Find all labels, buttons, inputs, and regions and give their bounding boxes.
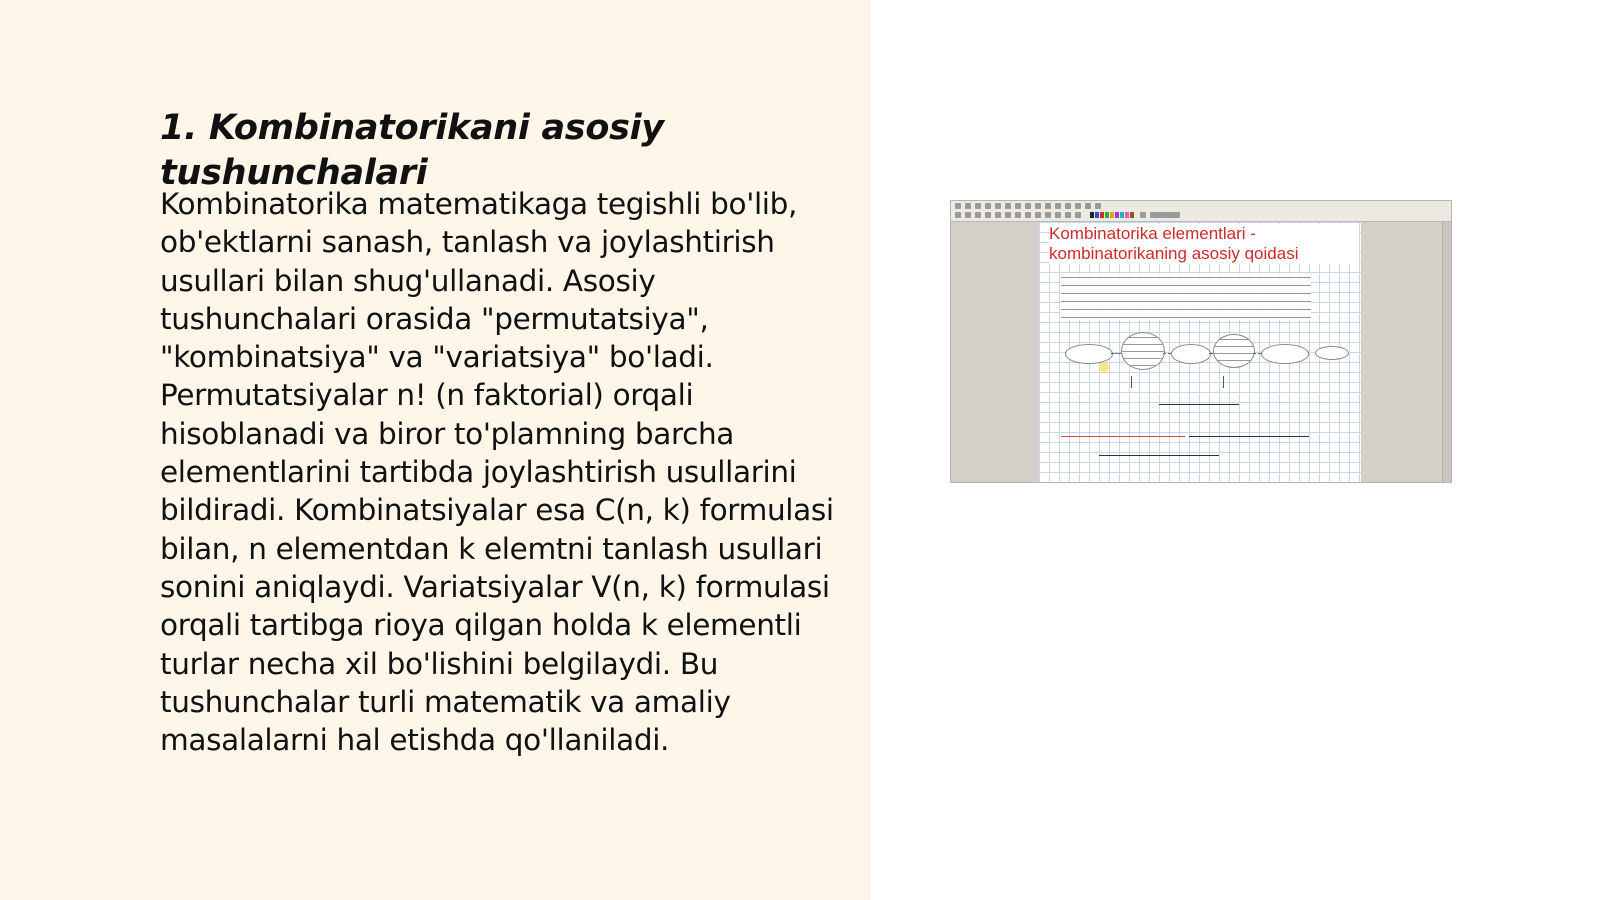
slide-body-text: Kombinatorika matematikaga tegishli bo'lib, ob'ektlarni sanash, tanlash va joylashtirish usullari bilan shug'ullanadi. Asosiy tushunchalari orasida "permutatsiya", "kombinatsiya" va "variatsiya" bo'ladi. Permutatsiyalar n! (n faktorial) orqali hisoblanadi va biror to'plamning barcha elementlarini tartibda joylashtirish usullarini bildiradi. Kombinatsiyalar esa C(n, k) formulasi bilan, n elementdan k elemtni tanlash usullari sonini aniqlaydi. Variatsiyalar V(n, k) formulasi orqali tartibga rioya qilgan holda k elementli turlar necha xil bo'lishini belgilaydi. Bu tushunchalar turli matematik va amaliy masalalarni hal etishda qo'llaniladi.	[160, 187, 834, 758]
diagram-node	[1121, 332, 1165, 370]
screenshot-page	[1039, 222, 1361, 482]
screenshot-toolbar	[951, 201, 1451, 222]
diagram-node	[1213, 334, 1255, 368]
diagram-node	[1315, 346, 1349, 360]
highlight-dot	[1099, 362, 1109, 372]
diagram-node	[1261, 344, 1309, 364]
diagram-node	[1171, 344, 1211, 364]
slide-title: 1. Kombinatorikani asosiy tushunchalari	[160, 108, 664, 193]
screenshot-scrollbar	[1442, 222, 1451, 482]
diagram-node	[1065, 344, 1113, 364]
embedded-screenshot	[950, 200, 1452, 483]
screenshot-title: Kombinatorika elementlari - kombinatorikaning asosiy qoidasi	[1049, 224, 1359, 264]
screenshot-paragraph	[1061, 274, 1311, 320]
